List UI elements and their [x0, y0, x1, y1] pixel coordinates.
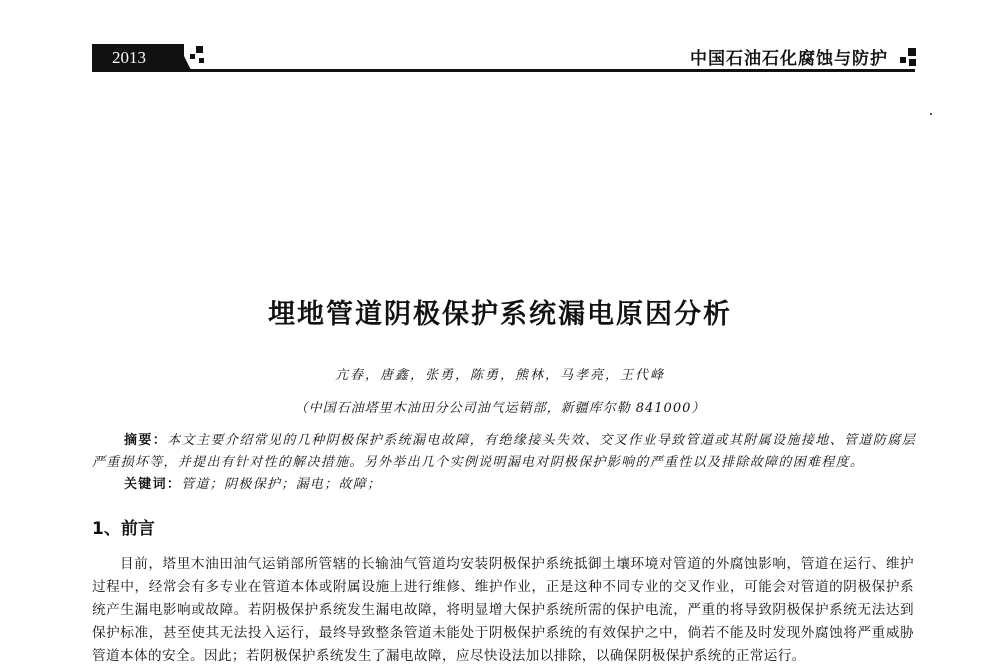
keywords-label: 关键词：: [124, 477, 182, 492]
square-mark-icon: [190, 54, 195, 59]
abstract-label: 摘要：: [124, 433, 168, 448]
square-mark-icon: [896, 48, 918, 68]
scan-speck: [930, 113, 932, 115]
affiliation: （中国石油塔里木油田分公司油气运销部，新疆库尔勒 841000）: [294, 401, 706, 416]
year-label: 2013: [92, 44, 184, 72]
body-paragraph: 目前，塔里木油田油气运销部所管辖的长输油气管道均安装阴极保护系统抵御土壤环境对管道的外腐蚀影响，管道在运行、维护过程中，经常会有多专业在管道本体或附属设施上进行维修、维护作业，正是这种不同专业的交叉作业，可能会对管道的阴极保护系统产生漏电影响或故障。若阴极保护系统发生漏电故障，将明显增大保护系统所需的保护电流，严重的将导致阴极保护系统无法达到保护标准，甚至使其无法投入运行，最终导致整条管道未能处于阴极保护系统的有效保护之中，倘若不能及时发现外腐蚀将严重威胁管道本体的安全。因此；若阴极保护系统发生了漏电故障，应尽快设法加以排除，以确保阴极保护系统的正常运行。: [92, 556, 914, 664]
journal-name: 中国石油石化腐蚀与防护: [690, 49, 888, 69]
header-rule: [180, 69, 915, 72]
keywords: [124, 473, 916, 492]
section-heading: 1、前言: [92, 519, 155, 539]
page-header: [0, 0, 1000, 90]
keywords-text: 管道；阴极保护；漏电；故障；: [181, 477, 382, 492]
body-text: [92, 553, 914, 668]
author-list: 亢春，唐鑫，张勇，陈勇，熊林，马孝亮，王代峰: [334, 368, 665, 383]
square-mark-icon: [196, 46, 203, 53]
article-title: 埋地管道阴极保护系统漏电原因分析: [268, 299, 732, 330]
abstract-text: 本文主要介绍常见的几种阴极保护系统漏电故障，有绝缘接头失效、交叉作业导致管道或其附属设施接地、管道防腐层严重损坏等，并提出有针对性的解决措施。另外举出几个实例说明漏电对阴极保护影响的严重性以及排除故障的困难程度。: [92, 433, 916, 470]
square-mark-icon: [199, 58, 204, 63]
abstract: [92, 430, 916, 474]
